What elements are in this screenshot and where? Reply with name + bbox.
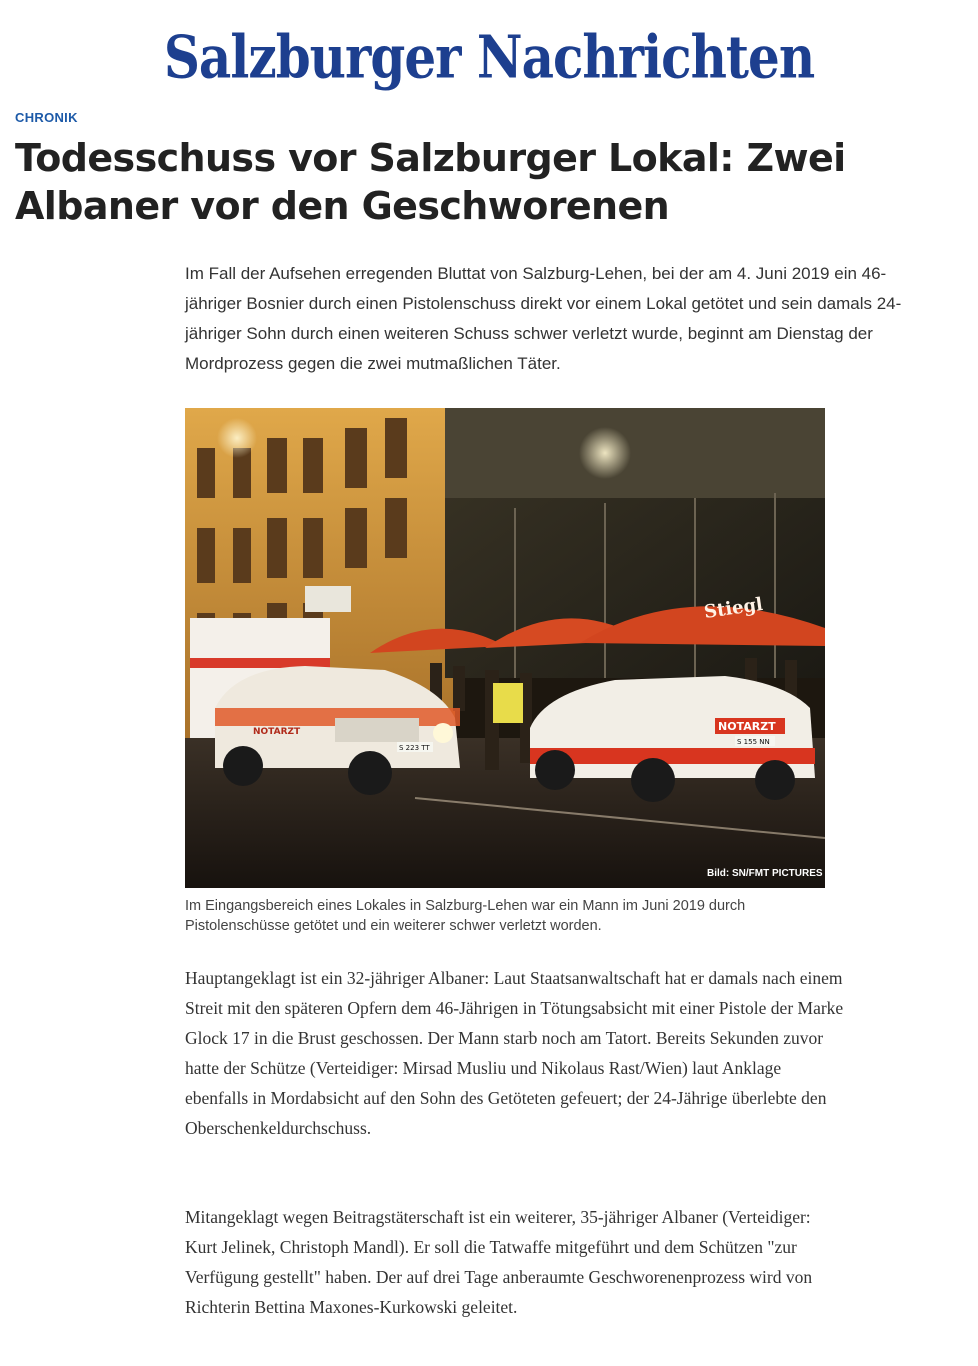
night-scene-photo (185, 408, 825, 888)
image-credit: Bild: SN/FMT PICTURES (707, 868, 823, 879)
article-lead: Im Fall der Aufsehen erregenden Bluttat von Salzburg-Lehen, bei der am 4. Juni 2019 ein 46-jähriger Bosnier durch einen Pistolenschuss direkt vor einem Lokal getötet und sein damals 24-jähriger Sohn durch einen weiteren Schuss schwer verletzt wurde, beginnt am Dienstag der Mordprozess gegen die zwei mutmaßlichen Täter. (185, 264, 902, 373)
section-label[interactable]: CHRONIK (15, 110, 78, 125)
body-paragraph-1: Hauptangeklagt ist ein 32-jähriger Albaner: Laut Staatsanwaltschaft hat er damals nach einem Streit mit den späteren Opfern dem 46-Jährigen in Tötungsabsicht mit einer Pistole der Marke Glock 17 in die Brust geschossen. Der Mann starb noch am Tatort. Bereits Sekunden zuvor hatte der Schütze (Verteidiger: Mirsad Musliu und Nikolaus Rast/Wien) laut Anklage ebenfalls in Mordabsicht auf den Sohn des Getöteten gefeuert; der 24-Jährige überlebte den Oberschenkeldurchschuss. (185, 968, 844, 1138)
notarzt-label-left: NOTARZT (253, 727, 301, 737)
license-plate-right: S 155 NN (737, 738, 770, 746)
umbrella-logo: Stiegl (702, 593, 765, 623)
notarzt-label-right: NOTARZT (718, 720, 776, 733)
shop-sign (305, 586, 351, 612)
license-plate-left: S 223 TT (399, 744, 430, 752)
body-paragraph-2: Mitangeklagt wegen Beitragstäterschaft ist ein weiterer, 35-jähriger Albaner (Verteidiger: Kurt Jelinek, Christoph Mandl). Er soll die Tatwaffe mitgeführt und dem Schützen "zur Verfügung gestellt" haben. Der auf drei Tage anberaumte Geschworenenprozess wird von Richterin Bettina Maxones-Kurkowski geleitet. (185, 1207, 813, 1317)
high-vis-vest (493, 683, 523, 723)
site-logo[interactable]: Salzburger Nachrichten (163, 22, 815, 92)
article-title: Todesschuss vor Salzburger Lokal: Zwei Albaner vor den Geschworenen (15, 136, 846, 228)
image-caption: Im Eingangsbereich eines Lokales in Salzburg-Lehen war ein Mann im Juni 2019 durch Pistolenschüsse getötet und ein weiterer schwer verletzt worden. (185, 898, 746, 934)
article-image[interactable] (185, 408, 825, 888)
